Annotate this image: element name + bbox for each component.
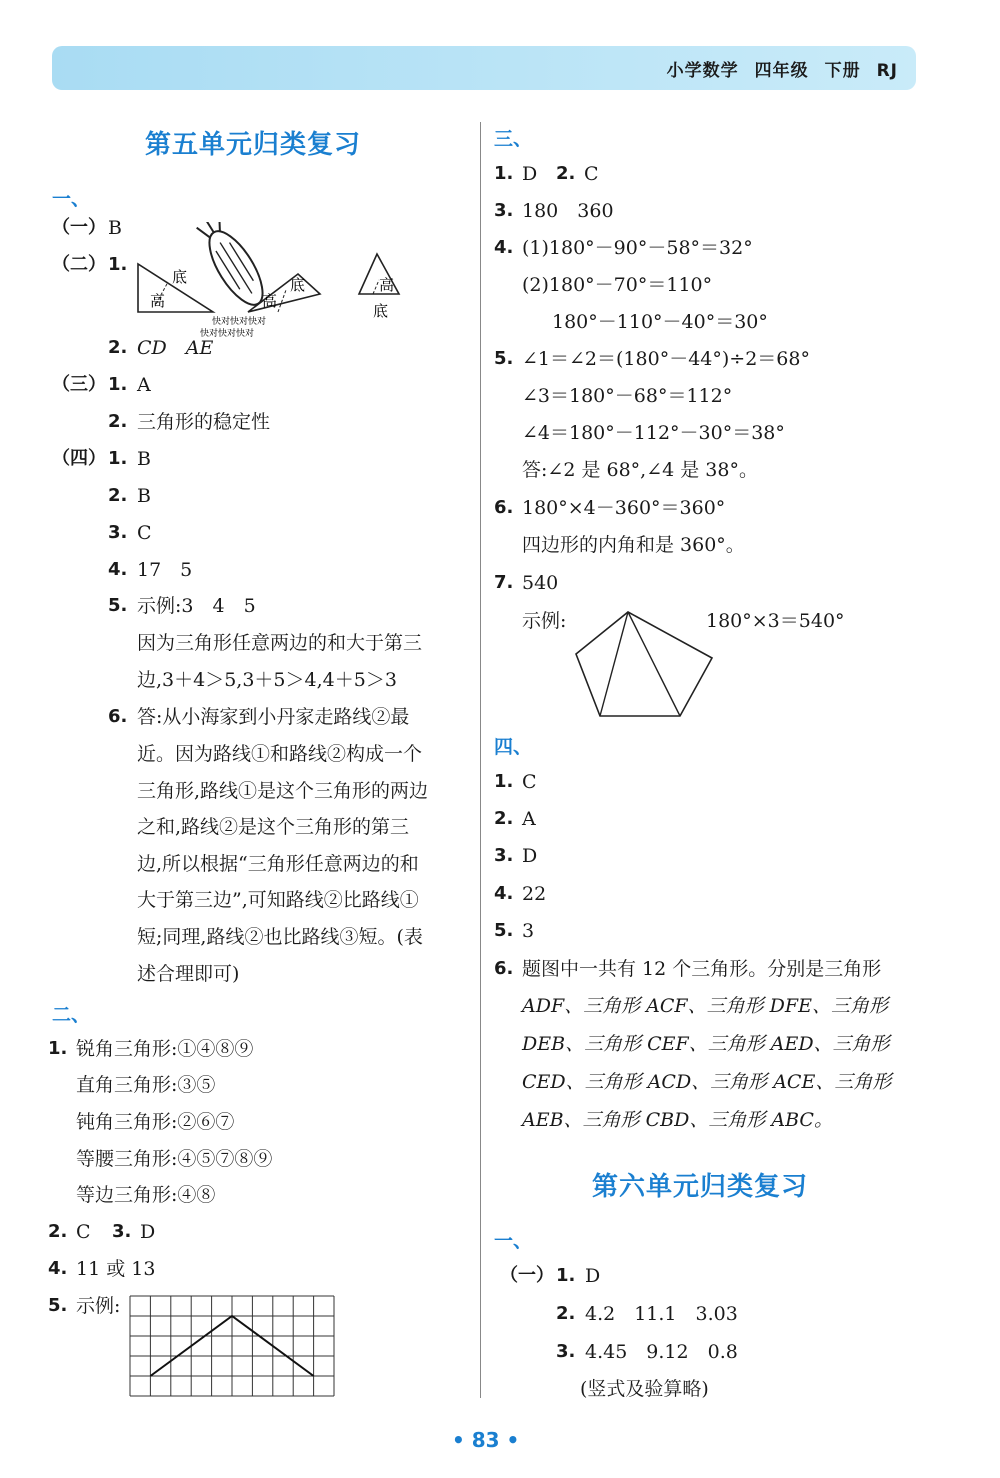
answer-line: 答:∠2 是 68°,∠4 是 38°。 <box>522 459 758 481</box>
unit5-s3-label: 三、 <box>494 128 533 150</box>
part-mark: （三） <box>52 374 106 395</box>
label-di: 底 <box>172 268 188 286</box>
answer-line: 大于第三边”,可知路线②比路线① <box>137 889 419 911</box>
question-number: 2. <box>556 1303 576 1324</box>
header-bar <box>52 46 916 90</box>
answer: C <box>76 1221 91 1243</box>
answer-line: 示例:3 4 5 <box>137 595 256 617</box>
answer: B <box>137 485 151 507</box>
answer: B <box>108 217 122 239</box>
answer: 11 或 13 <box>76 1258 156 1280</box>
unit5-s1-label: 一、 <box>52 188 91 210</box>
answer-line: ADF、三角形 ACF、三角形 DFE、三角形 <box>522 995 888 1017</box>
answer: 540 <box>522 572 559 594</box>
answer-line: (2)180°－70°＝110° <box>522 274 713 296</box>
question-number: 5. <box>494 920 514 941</box>
answer: C <box>522 771 537 793</box>
answer: 4.2 11.1 3.03 <box>585 1303 738 1325</box>
answer: 三角形的稳定性 <box>137 411 271 433</box>
pentagon-figure <box>570 608 718 722</box>
answer-line: CED、三角形 ACD、三角形 ACE、三角形 <box>522 1071 892 1093</box>
question-number: 2. <box>108 411 128 432</box>
part-mark: （二） <box>52 254 106 275</box>
page-number: • 83 • <box>452 1428 520 1452</box>
part-mark: （一） <box>52 217 106 238</box>
unit6-s1-label: 一、 <box>494 1230 533 1252</box>
question-number: 1. <box>556 1265 576 1286</box>
answer: D <box>522 845 538 867</box>
question-number: 1. <box>494 163 514 184</box>
carrot-text-2: 快对快对快对 <box>200 329 255 339</box>
answer: 22 <box>522 883 547 905</box>
part-mark: （四） <box>52 448 106 469</box>
question-number: 4. <box>48 1258 68 1279</box>
label-gao: 高 <box>150 292 166 310</box>
label-di: 底 <box>290 276 306 294</box>
answer-line: 钝角三角形:②⑥⑦ <box>76 1111 235 1133</box>
question-number: 2. <box>48 1221 68 1242</box>
small-triangle-figure <box>355 250 405 322</box>
question-number: 3. <box>494 845 514 866</box>
question-number: 5. <box>494 348 514 369</box>
question-number: 3. <box>556 1341 576 1362</box>
answer: B <box>137 448 151 470</box>
answer-line: 答:从小海家到小丹家走路线②最 <box>137 706 410 728</box>
question-number: 4. <box>108 559 128 580</box>
answer: A <box>522 808 536 830</box>
question-number: 3. <box>108 522 128 543</box>
unit5-s2-label: 二、 <box>52 1004 91 1026</box>
label-di: 底 <box>373 302 389 320</box>
question-number: 3. <box>494 200 514 221</box>
question-number: 2. <box>108 485 128 506</box>
answer: D <box>140 1221 156 1243</box>
grid-triangle-figure <box>128 1294 338 1399</box>
carrot-text-1: 快对快对快对 <box>212 317 267 327</box>
answer-formula: 180°×3＝540° <box>706 610 845 632</box>
answer-line: 180°×4－360°＝360° <box>522 497 726 519</box>
question-number: 5. <box>48 1295 68 1316</box>
answer-line: 之和,路线②是这个三角形的第三 <box>137 816 410 838</box>
question-number: 6. <box>494 958 514 979</box>
question-number: 1. <box>48 1038 68 1059</box>
answer-line: 因为三角形任意两边的和大于第三 <box>137 632 423 654</box>
question-number: 4. <box>494 883 514 904</box>
carrot-triangle-figure <box>128 222 328 342</box>
answer-line: 边,所以根据“三角形任意两边的和 <box>137 853 419 875</box>
answer-line: 近。因为路线①和路线②构成一个 <box>137 743 423 765</box>
answer-line: 直角三角形:③⑤ <box>76 1074 216 1096</box>
answer: A <box>137 374 151 396</box>
unit5-s4-label: 四、 <box>494 736 533 758</box>
question-number: 1. <box>494 771 514 792</box>
question-number: 6. <box>108 706 128 727</box>
answer-line: 等腰三角形:④⑤⑦⑧⑨ <box>76 1148 273 1170</box>
answer-line: AEB、三角形 CBD、三角形 ABC。 <box>522 1109 833 1131</box>
answer: 示例: <box>76 1295 121 1317</box>
question-number: 5. <box>108 595 128 616</box>
answer-line: 锐角三角形:①④⑧⑨ <box>76 1038 254 1060</box>
question-number: 3. <box>112 1221 132 1242</box>
answer-line: ∠3＝180°－68°＝112° <box>522 385 733 407</box>
part-mark: （一） <box>500 1265 554 1286</box>
question-number: 2. <box>108 337 128 358</box>
question-number: 1. <box>108 448 128 469</box>
answer-label: 示例: <box>522 610 567 632</box>
question-number: 6. <box>494 497 514 518</box>
header-subject: 小学数学 四年级 下册 RJ <box>666 61 898 81</box>
question-number: 4. <box>494 237 514 258</box>
answer-line: ∠4＝180°－112°－30°＝38° <box>522 422 785 444</box>
answer: C <box>137 522 152 544</box>
answer-line: 四边形的内角和是 360°。 <box>522 534 745 556</box>
column-divider <box>480 122 481 1398</box>
answer-line: 等边三角形:④⑧ <box>76 1184 216 1206</box>
question-number: 7. <box>494 572 514 593</box>
label-gao: 高 <box>379 276 395 294</box>
answer-line: 三角形,路线①是这个三角形的两边 <box>137 780 429 802</box>
answer-line: 180°－110°－40°＝30° <box>552 311 768 333</box>
answer: 180 360 <box>522 200 614 222</box>
answer-line: 边,3＋4＞5,3＋5＞4,4＋5＞3 <box>137 669 397 691</box>
answer-line: DEB、三角形 CEF、三角形 AED、三角形 <box>522 1033 890 1055</box>
answer: D <box>585 1265 601 1287</box>
answer: 4.45 9.12 0.8 <box>585 1341 738 1363</box>
question-number: 2. <box>494 808 514 829</box>
answer-line: ∠1＝∠2＝(180°－44°)÷2＝68° <box>522 348 810 370</box>
question-number: 2. <box>556 163 576 184</box>
unit6-title: 第六单元归类复习 <box>592 1172 809 1202</box>
answer: CD AE <box>137 337 214 359</box>
answer: C <box>584 163 599 185</box>
answer: D <box>522 163 538 185</box>
answer-line: 题图中一共有 12 个三角形。分别是三角形 <box>522 958 882 980</box>
answer: 17 5 <box>137 559 193 581</box>
answer-line: 述合理即可) <box>137 963 240 985</box>
answer-line: (1)180°－90°－58°＝32° <box>522 237 753 259</box>
answer: 3 <box>522 920 535 942</box>
label-gao: 高 <box>262 292 278 310</box>
question-number: 1. <box>108 254 128 275</box>
answer-note: (竖式及验算略) <box>580 1378 709 1400</box>
question-number: 1. <box>108 374 128 395</box>
answer-line: 短;同理,路线②也比路线③短。(表 <box>137 926 423 948</box>
unit5-title: 第五单元归类复习 <box>145 130 362 160</box>
